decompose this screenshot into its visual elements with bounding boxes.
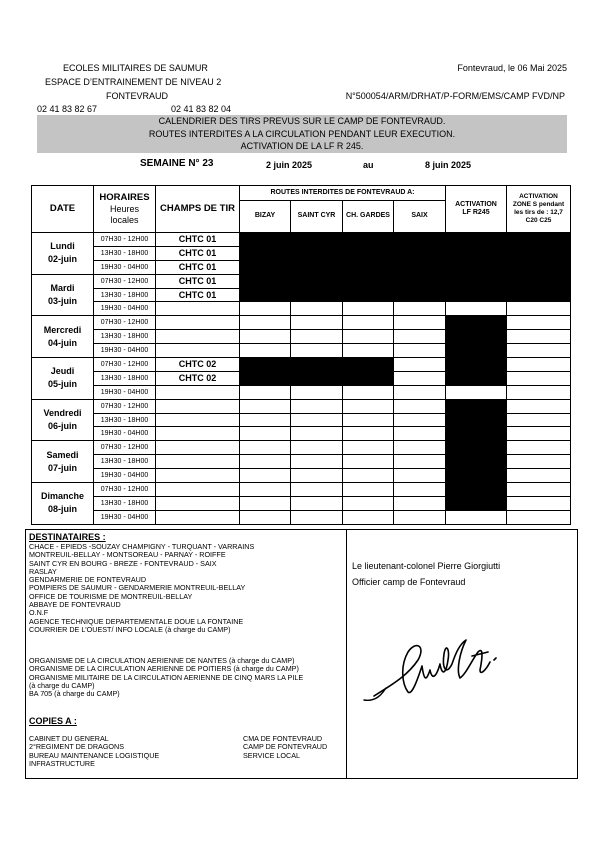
open-cell [446,302,507,316]
destinataires-list [29,543,254,634]
open-cell [291,413,343,427]
open-cell [291,469,343,483]
day-date: 05-juin [47,379,77,390]
camp-cell: CHTC 02 [156,371,240,385]
col-header-route-saint-cyr: SAINT CYR [291,201,343,233]
open-cell [507,330,571,344]
open-cell [507,344,571,358]
schedule-row [32,316,571,330]
open-cell [507,399,571,413]
time-slot: 13H30 - 18H00 [94,246,156,260]
open-cell [394,510,446,524]
blocked-cell [240,233,291,247]
destinataire-line: CHACE - EPIEDS -SOUZAY CHAMPIGNY - TURQUANT - VARRAINS [29,542,255,551]
open-cell [507,510,571,524]
day-name: Dimanche [40,491,84,502]
open-cell [291,455,343,469]
blocked-cell [240,358,291,372]
copy-line: CMA DE FONTEVRAUD [243,734,323,743]
open-cell [507,316,571,330]
open-cell [394,399,446,413]
blocked-cell [446,399,507,413]
camp-cell [156,510,240,524]
open-cell [240,330,291,344]
blocked-cell [394,260,446,274]
open-cell [343,469,394,483]
camp-cell: CHTC 02 [156,358,240,372]
time-slot: 07H30 - 12H00 [94,441,156,455]
blocked-cell [394,233,446,247]
open-cell [291,302,343,316]
aviation-line: ORGANISME DE LA CIRCULATION AERIENNE DE NANTES (à charge du CAMP) [29,656,295,665]
schedule-row [32,399,571,413]
schedule-row [32,344,571,358]
block-divider [346,530,347,778]
col-header-date: DATE [32,186,94,233]
time-slot: 19H30 - 04H00 [94,260,156,274]
blocked-cell [446,469,507,483]
open-cell [394,413,446,427]
blocked-cell [291,358,343,372]
blocked-cell [343,246,394,260]
blocked-cell [291,260,343,274]
destinataire-line: SAINT CYR EN BOURG - BREZE - FONTEVRAUD - SAIX [29,558,217,568]
copy-line: 2°REGIMENT DE DRAGONS [29,742,124,752]
time-slot: 19H30 - 04H00 [94,510,156,524]
time-slot: 07H30 - 12H00 [94,358,156,372]
blocked-cell [446,233,507,247]
schedule-row [32,260,571,274]
blocked-cell [291,274,343,288]
col-header-champs: CHAMPS DE TIR [156,186,240,233]
camp-cell [156,427,240,441]
copy-line: CABINET DU GENERAL [29,734,109,743]
blocked-cell [507,246,571,260]
aviation-line: BA 705 (à charge du CAMP) [29,689,120,699]
blocked-cell [291,371,343,385]
open-cell [343,510,394,524]
open-cell [240,385,291,399]
col-header-lf [446,186,507,233]
destinataires-title: DESTINATAIRES : [29,532,106,542]
open-cell [343,385,394,399]
schedule-row [32,274,571,288]
open-cell [291,496,343,510]
blocked-cell [240,274,291,288]
day-date: 06-juin [47,421,77,432]
day-date: 03-juin [47,296,77,306]
destinataire-line: OFFICE DE TOURISME DE MONTREUIL-BELLAY [29,591,193,601]
blocked-cell [507,233,571,247]
reference-number: N°500054/ARM/DRHAT/P-FORM/EMS/CAMP FVD/NP [345,91,565,101]
blocked-cell [291,288,343,302]
open-cell [240,483,291,497]
week-start: 2 juin 2025 [266,160,313,170]
blocked-cell [343,371,394,385]
day-cell [32,399,94,441]
camp-cell [156,316,240,330]
blocked-cell [446,246,507,260]
blocked-cell [507,260,571,274]
open-cell [343,441,394,455]
blocked-cell [240,288,291,302]
camp-cell [156,441,240,455]
open-cell [394,330,446,344]
camp-cell [156,385,240,399]
open-cell [343,399,394,413]
day-date: 02-juin [47,254,77,265]
copy-line: CAMP DE FONTEVRAUD [243,742,328,752]
open-cell [394,483,446,497]
banner-line-1: CALENDRIER DES TIRS PREVUS SUR LE CAMP DE FONTEVRAUD. [158,116,446,126]
open-cell [394,427,446,441]
open-cell [240,427,291,441]
col-header-horaires-title: HORAIRES [99,192,150,203]
blocked-cell [446,455,507,469]
col-header-zone-1: ACTIVATION [519,193,558,200]
blocked-cell [446,483,507,497]
schedule-row [32,483,571,497]
col-header-horaires-sub2: locales [110,215,139,225]
open-cell [240,455,291,469]
blocked-cell [446,358,507,372]
destinataire-line: POMPIERS DE SAUMUR - GENDARMERIE MONTREUIL-BELLAY [29,583,246,593]
schedule-row [32,302,571,316]
destinataire-line: ABBAYE DE FONTEVRAUD [29,600,121,610]
destinataire-line: RASLAY [29,566,57,576]
open-cell [343,413,394,427]
time-slot: 19H30 - 04H00 [94,302,156,316]
camp-cell: CHTC 01 [156,260,240,274]
schedule-row [32,246,571,260]
time-slot: 07H30 - 12H00 [94,233,156,247]
aviation-line: (à charge du CAMP) [29,680,95,690]
col-header-zone-4: C20 C25 [525,217,552,224]
open-cell [507,483,571,497]
schedule-row [32,288,571,302]
blocked-cell [343,260,394,274]
open-cell [291,344,343,358]
open-cell [507,496,571,510]
time-slot: 19H30 - 04H00 [94,469,156,483]
schedule-row [32,469,571,483]
schedule-row [32,441,571,455]
open-cell [240,510,291,524]
schedule-row [32,330,571,344]
blocked-cell [343,274,394,288]
blocked-cell [446,316,507,330]
blocked-cell [446,260,507,274]
open-cell [343,302,394,316]
org-line-3: FONTEVRAUD [106,91,169,101]
blocked-cell [240,260,291,274]
org-line-2: ESPACE D’ENTRAINEMENT DE NIVEAU 2 [45,77,222,87]
blocked-cell [446,413,507,427]
schedule-body [32,233,571,525]
copies-right-list [243,735,327,760]
open-cell [394,371,446,385]
camp-cell: CHTC 01 [156,233,240,247]
col-header-zone-3: les tirs de : 12,7 [514,209,563,216]
day-cell [32,358,94,400]
day-cell [32,441,94,483]
col-header-zone-2: ZONE S pendant [512,201,565,208]
time-slot: 07H30 - 12H00 [94,483,156,497]
copies-title: COPIES A : [29,716,77,726]
open-cell [394,441,446,455]
banner-line-2: ROUTES INTERDITES A LA CIRCULATION PENDANT LEUR EXECUTION. [148,128,456,139]
blocked-cell [240,371,291,385]
time-slot: 19H30 - 04H00 [94,427,156,441]
open-cell [291,330,343,344]
open-cell [507,385,571,399]
camp-cell: CHTC 01 [156,274,240,288]
open-cell [394,316,446,330]
day-name: Mercredi [43,324,82,335]
week-end: 8 juin 2025 [425,160,472,170]
camp-cell [156,399,240,413]
open-cell [446,510,507,524]
open-cell [446,385,507,399]
open-cell [507,413,571,427]
day-name: Jeudi [50,366,75,377]
blocked-cell [446,441,507,455]
open-cell [343,496,394,510]
open-cell [291,510,343,524]
open-cell [394,344,446,358]
time-slot: 13H30 - 18H00 [94,413,156,427]
blocked-cell [291,233,343,247]
schedule-row [32,358,571,372]
signatory-name: Le lieutenant-colonel Pierre Giorgiutti [352,561,501,571]
col-header-horaires-sub1: Heures [109,204,139,214]
open-cell [394,455,446,469]
aviation-lines [29,657,303,698]
camp-cell [156,302,240,316]
time-slot: 07H30 - 12H00 [94,316,156,330]
schedule-row [32,496,571,510]
title-banner [37,115,567,153]
day-cell [32,316,94,358]
camp-cell [156,455,240,469]
blocked-cell [343,233,394,247]
open-cell [343,344,394,358]
day-name: Lundi [50,241,75,252]
org-line-1: ECOLES MILITAIRES DE SAUMUR [63,63,208,73]
copy-line: INFRASTRUCTURE [29,758,95,768]
open-cell [291,316,343,330]
open-cell [343,316,394,330]
open-cell [240,413,291,427]
col-header-route-bizay: BIZAY [240,201,291,233]
open-cell [240,441,291,455]
schedule-row [32,233,571,247]
open-cell [507,469,571,483]
blocked-cell [291,246,343,260]
blocked-cell [507,274,571,288]
phone-2: 02 41 83 82 04 [171,104,232,114]
open-cell [343,483,394,497]
open-cell [240,344,291,358]
copies-left-list [29,735,159,768]
open-cell [507,358,571,372]
day-date: 07-juin [47,462,77,473]
time-slot: 13H30 - 18H00 [94,496,156,510]
place-date: Fontevraud, le 06 Mai 2025 [457,63,567,73]
time-slot: 13H30 - 18H00 [94,330,156,344]
day-cell [32,233,94,275]
camp-cell: CHTC 01 [156,288,240,302]
time-slot: 07H30 - 12H00 [94,274,156,288]
camp-cell [156,469,240,483]
destinataire-line: O.N.F [29,608,49,618]
col-header-zone [507,186,571,233]
week-label: SEMAINE N° 23 [140,158,214,169]
open-cell [291,483,343,497]
open-cell [394,358,446,372]
open-cell [240,316,291,330]
open-cell [507,441,571,455]
aviation-line: ORGANISME DE LA CIRCULATION AERIENNE DE POITIERS (à charge du CAMP) [29,664,299,674]
blocked-cell [446,344,507,358]
time-slot: 13H30 - 18H00 [94,455,156,469]
camp-cell [156,483,240,497]
schedule-table [31,185,571,525]
open-cell [291,427,343,441]
blocked-cell [446,274,507,288]
open-cell [240,469,291,483]
open-cell [343,330,394,344]
schedule-row [32,455,571,469]
schedule-row [32,371,571,385]
blocked-cell [240,246,291,260]
blocked-cell [446,330,507,344]
day-name: Mardi [50,283,75,293]
destinataire-line: MONTREUIL-BELLAY - MONTSOREAU - PARNAY - ROIFFE [29,550,226,560]
blocked-cell [394,274,446,288]
schedule-row [32,427,571,441]
col-header-horaires [94,186,156,233]
copy-line: BUREAU MAINTENANCE LOGISTIQUE [29,750,160,760]
time-slot: 07H30 - 12H00 [94,399,156,413]
copy-line: SERVICE LOCAL [243,750,300,760]
open-cell [240,496,291,510]
blocked-cell [507,288,571,302]
destinataires-section [29,532,254,634]
banner-line-3: ACTIVATION DE LA LF R 245. [240,141,364,151]
open-cell [240,399,291,413]
time-slot: 19H30 - 04H00 [94,344,156,358]
col-header-routes: ROUTES INTERDITES DE FONTEVRAUD A: [240,186,446,201]
blocked-cell [446,371,507,385]
destinataire-line: AGENCE TECHNIQUE DEPARTEMENTALE DOUE LA FONTAINE [29,616,244,626]
day-cell [32,274,94,316]
open-cell [507,455,571,469]
time-slot: 19H30 - 04H00 [94,385,156,399]
open-cell [394,385,446,399]
open-cell [291,385,343,399]
signature-image [356,630,546,710]
schedule-row [32,385,571,399]
day-date: 08-juin [47,504,77,515]
copies-section [29,716,77,727]
open-cell [394,496,446,510]
distribution-block [25,529,578,779]
blocked-cell [446,427,507,441]
camp-cell: CHTC 01 [156,246,240,260]
blocked-cell [394,288,446,302]
week-separator: au [363,160,374,170]
camp-cell [156,413,240,427]
blocked-cell [343,288,394,302]
day-name: Vendredi [43,408,82,419]
open-cell [291,441,343,455]
col-header-lf-2: LF R245 [462,209,490,216]
open-cell [291,399,343,413]
blocked-cell [446,496,507,510]
aviation-list [29,657,303,698]
phone-1: 02 41 83 82 67 [37,104,98,114]
open-cell [507,302,571,316]
open-cell [343,427,394,441]
open-cell [394,469,446,483]
open-cell [507,371,571,385]
schedule-row [32,510,571,524]
camp-cell [156,344,240,358]
time-slot: 13H30 - 18H00 [94,371,156,385]
open-cell [343,455,394,469]
destinataire-line: GENDARMERIE DE FONTEVRAUD [29,575,147,585]
schedule-row [32,413,571,427]
open-cell [240,302,291,316]
open-cell [394,302,446,316]
col-header-lf-1: ACTIVATION [455,200,497,208]
day-date: 04-juin [47,337,77,348]
blocked-cell [394,246,446,260]
open-cell [507,427,571,441]
aviation-line: ORGANISME MILITAIRE DE LA CIRCULATION AERIENNE DE CINQ MARS LA PILE [29,672,304,682]
blocked-cell [343,358,394,372]
day-cell [32,483,94,525]
time-slot: 13H30 - 18H00 [94,288,156,302]
day-name: Samedi [46,449,79,460]
signatory-role: Officier camp de Fontevraud [352,577,466,587]
col-header-route-ch-gardes: CH. GARDES [343,201,394,233]
col-header-route-saix: SAIX [394,201,446,233]
blocked-cell [446,288,507,302]
destinataire-line: COURRIER DE L'OUEST/ INFO LOCALE (à charge du CAMP) [29,624,231,634]
camp-cell [156,496,240,510]
camp-cell [156,330,240,344]
